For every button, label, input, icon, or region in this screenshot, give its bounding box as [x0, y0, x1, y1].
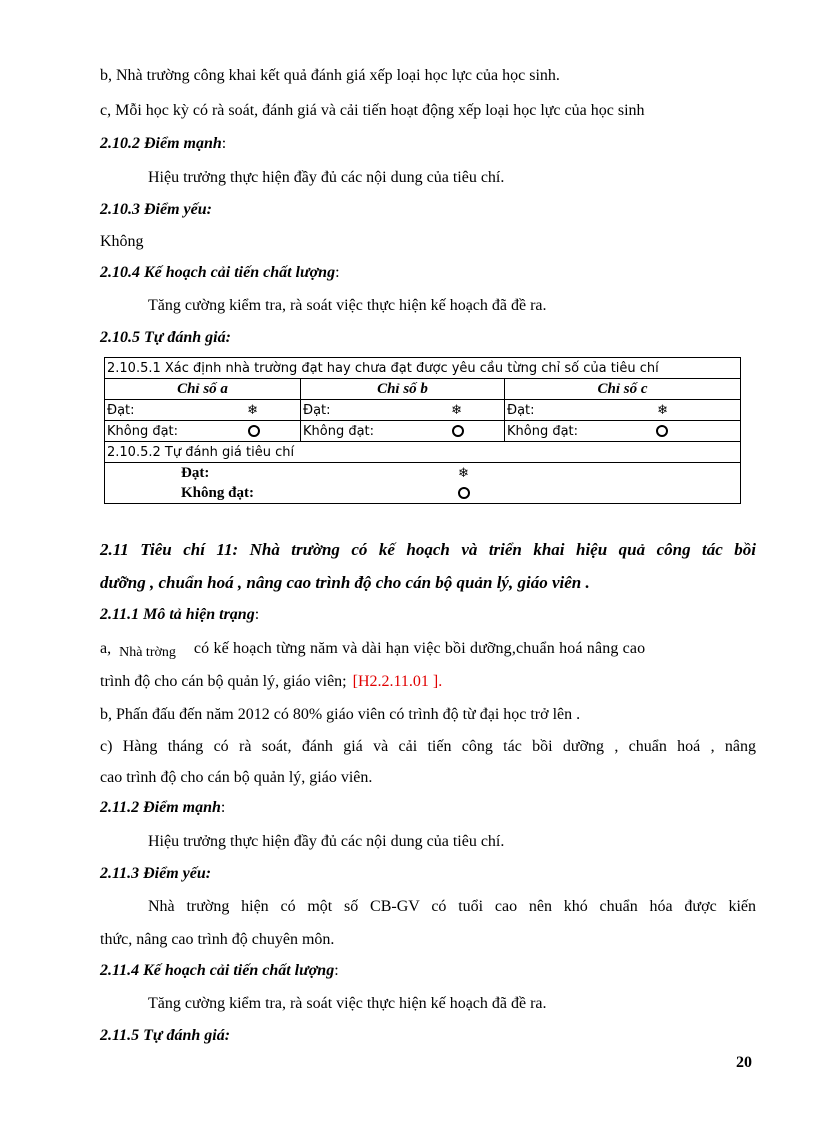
- heading-2-10-3: 2.10.3 Điểm yếu:: [100, 201, 212, 218]
- cell-a-khong-dat: Không đạt:: [105, 421, 301, 442]
- header-chi-so-b: Chỉ số b: [301, 379, 505, 400]
- evidence-reference: [H2.2.11.01 ]: [352, 673, 439, 690]
- heading-2-11-4: 2.11.4 Kế hoạch cải tiến chất lượng:: [100, 962, 339, 979]
- summary-dat-row: Đạt: ❄: [105, 463, 741, 484]
- table-subtitle: 2.10.5.2 Tự đánh giá tiêu chí: [105, 442, 741, 463]
- circle-icon: [452, 425, 464, 437]
- cell-c-dat: Đạt: ❄: [505, 400, 741, 421]
- circle-icon: [458, 487, 470, 499]
- summary-khong-dat-row: Không đạt:: [105, 483, 741, 504]
- strength-text-211: Hiệu trưởng thực hiện đầy đủ các nội dung của tiêu chí.: [148, 833, 505, 850]
- snowflake-icon: ❄: [451, 402, 462, 418]
- cell-c-khong-dat: Không đạt:: [505, 421, 741, 442]
- heading-2-11-5: 2.11.5 Tự đánh giá:: [100, 1027, 231, 1044]
- table-title: 2.10.5.1 Xác định nhà trường đạt hay chưa đạt được yêu cầu từng chỉ số của tiêu chí: [105, 358, 741, 379]
- circle-icon: [248, 425, 260, 437]
- snowflake-icon: ❄: [657, 402, 669, 418]
- header-chi-so-c: Chỉ số c: [505, 379, 741, 400]
- heading-2-11-3: 2.11.3 Điểm yếu:: [100, 865, 212, 882]
- paragraph-b-public-results: b, Nhà trường công khai kết quả đánh giá xếp loại học lực của học sinh.: [100, 67, 560, 84]
- page-number: 20: [736, 1054, 752, 1071]
- criterion-11-title-line2: dưỡng , chuẩn hoá , nâng cao trình độ cho cán bộ quản lý, giáo viên .: [100, 573, 590, 592]
- paragraph-c-review: c, Mỗi học kỳ có rà soát, đánh giá và cải tiến hoạt động xếp loại học lực của học sinh: [100, 102, 645, 119]
- weakness-text-211-line1: Nhà trường hiện có một số CB-GV có tuổi cao nên khó chuẩn hóa được kiến: [148, 898, 756, 915]
- plan-text: Tăng cường kiểm tra, rà soát việc thực hiện kế hoạch đã đề ra.: [148, 297, 547, 314]
- paragraph-c-line1: c) Hàng tháng có rà soát, đánh giá và cải tiến công tác bồi dưỡng , chuẩn hoá , nâng: [100, 738, 756, 755]
- paragraph-a-line2: trình độ cho cán bộ quản lý, giáo viên; [H2.2.11.01 ].: [100, 673, 443, 690]
- heading-2-11-2: 2.11.2 Điểm mạnh:: [100, 799, 226, 816]
- circle-icon: [656, 425, 668, 437]
- header-chi-so-a: Chỉ số a: [105, 379, 301, 400]
- paragraph-a-line1: a, Nhà trờng có kế hoạch từng năm và dài hạn việc bồi dưỡng,chuẩn hoá nâng cao: [100, 640, 646, 660]
- snowflake-icon: ❄: [458, 464, 469, 480]
- self-evaluation-table: [104, 357, 741, 504]
- heading-2-10-5: 2.10.5 Tự đánh giá:: [100, 329, 231, 346]
- weakness-text: Không: [100, 233, 144, 250]
- heading-2-10-2: 2.10.2 Điểm mạnh:: [100, 135, 227, 152]
- heading-2-10-4: 2.10.4 Kế hoạch cải tiến chất lượng:: [100, 264, 340, 281]
- snowflake-icon: ❄: [247, 402, 258, 418]
- paragraph-c-line2: cao trình độ cho cán bộ quản lý, giáo viên.: [100, 769, 373, 786]
- plan-text-211: Tăng cường kiểm tra, rà soát việc thực hiện kế hoạch đã đề ra.: [148, 995, 547, 1012]
- heading-2-11-1: 2.11.1 Mô tả hiện trạng:: [100, 606, 260, 623]
- cell-b-khong-dat: Không đạt:: [301, 421, 505, 442]
- strength-text: Hiệu trưởng thực hiện đầy đủ các nội dung của tiêu chí.: [148, 169, 505, 186]
- cell-b-dat: Đạt: ❄: [301, 400, 505, 421]
- criterion-11-title-line1: 2.11 Tiêu chí 11: Nhà trường có kế hoạch và triển khai hiệu quả công tác bồi: [100, 540, 756, 559]
- weakness-text-211-line2: thức, nâng cao trình độ chuyên môn.: [100, 931, 335, 948]
- paragraph-b-target: b, Phấn đấu đến năm 2012 có 80% giáo viên có trình độ từ đại học trở lên .: [100, 706, 581, 723]
- cell-a-dat: Đạt: ❄: [105, 400, 301, 421]
